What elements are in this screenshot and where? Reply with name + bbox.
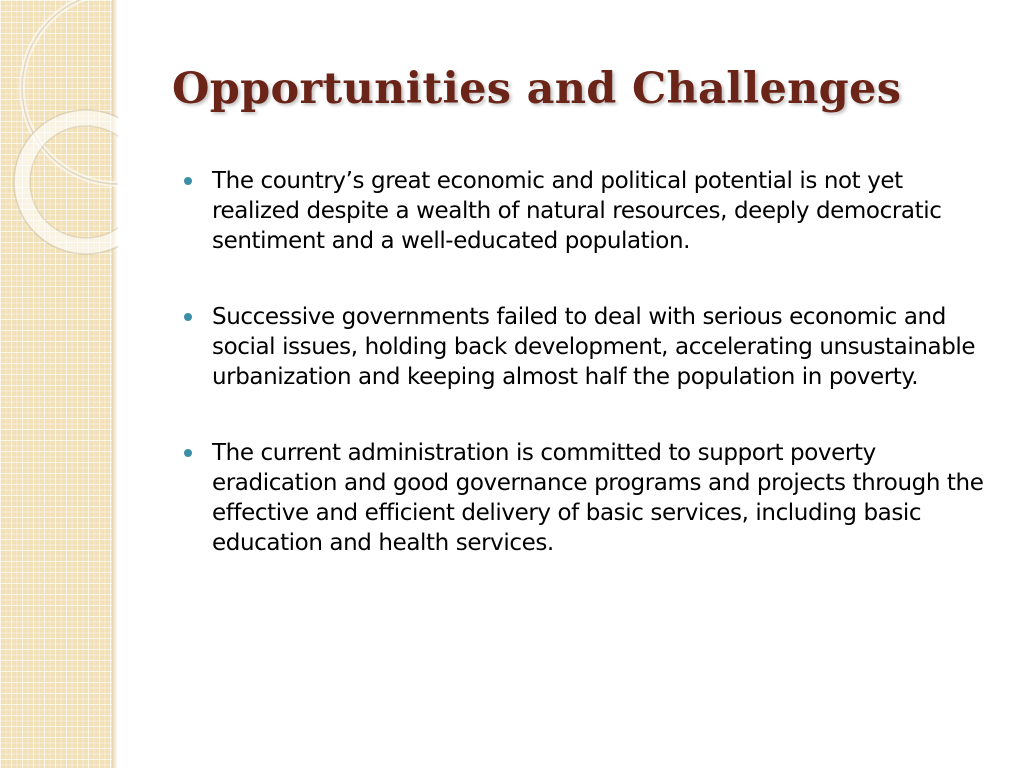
bullet-item [184,166,994,256]
bullet-item [184,302,994,392]
bullet-text: The current administration is committed to support poverty eradication and good governance programs and projects through the effective and efficient delivery of basic services, including basic education and health services. [212,440,984,556]
bullet-item [184,438,994,558]
decorative-rings [0,0,118,280]
bullet-text: The country’s great economic and political potential is not yet realized despite a wealth of natural resources, deeply democratic sentiment and a well-educated population. [212,168,942,254]
slide-title: Opportunities and Challenges [172,64,902,114]
bullet-text: Successive governments failed to deal with serious economic and social issues, holding back development, accelerating unsustainable urbanization and keeping almost half the population in poverty. [212,304,976,390]
bullet-dot-icon [184,313,192,321]
bullet-dot-icon [184,449,192,457]
bullet-list [184,166,994,604]
bullet-dot-icon [184,177,192,185]
